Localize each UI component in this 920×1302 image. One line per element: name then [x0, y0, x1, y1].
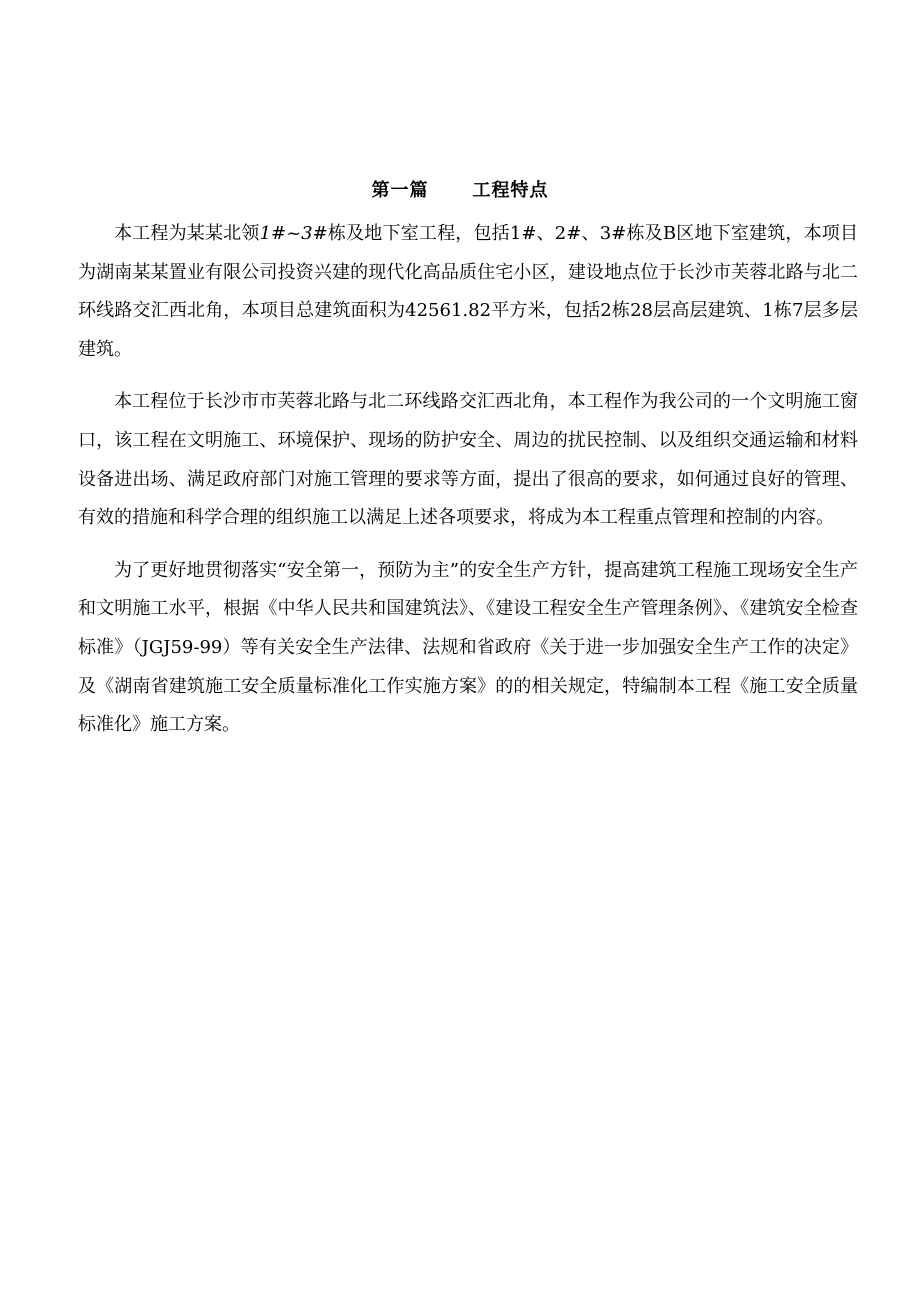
heading-part: 第一篇	[371, 180, 429, 201]
paragraph-safety-policy: 为了更好地贯彻落实“安全第一，预防为主”的安全生产方针，提高建筑工程施工现场安全生产和文明施工水平，根据《中华人民共和国建筑法》、《建设工程安全生产管理条例》、《建筑安全检查标准》（JGJ59-99）等有关安全生产法律、法规和省政府《关于进一步加强安全生产工作的决定》及《湖南省建筑施工安全质量标准化工作实施方案》的的相关规定，特编制本工程《施工安全质量标准化》施工方案。	[78, 559, 858, 736]
paragraph-project-overview	[78, 215, 858, 369]
paragraph-1-lead: 本工程为某某北领	[114, 223, 260, 244]
heading-title: 工程特点	[472, 180, 549, 201]
body-text	[78, 215, 858, 759]
paragraph-1-building-range: 1#~3#	[259, 223, 328, 244]
page-heading	[0, 176, 920, 202]
paragraph-1-rest: 栋及地下室工程，包括1#、2#、3#栋及B区地下室建筑，本项目为湖南某某置业有限公司投资兴建的现代化高品质住宅小区，建设地点位于长沙市芙蓉北路与北二环线路交汇西北角，本项目总建筑面积为42561.82平方米，包括2栋28层高层建筑、1栋7层多层建筑。	[78, 223, 859, 360]
paragraph-site-requirements: 本工程位于长沙市市芙蓉北路与北二环线路交汇西北角，本工程作为我公司的一个文明施工窗口，该工程在文明施工、环境保护、现场的防护安全、周边的扰民控制、以及组织交通运输和材料设备进出场、满足政府部门对施工管理的要求等方面，提出了很高的要求，如何通过良好的管理、有效的措施和科学合理的组织施工以满足上述各项要求，将成为本工程重点管理和控制的内容。	[78, 391, 858, 529]
